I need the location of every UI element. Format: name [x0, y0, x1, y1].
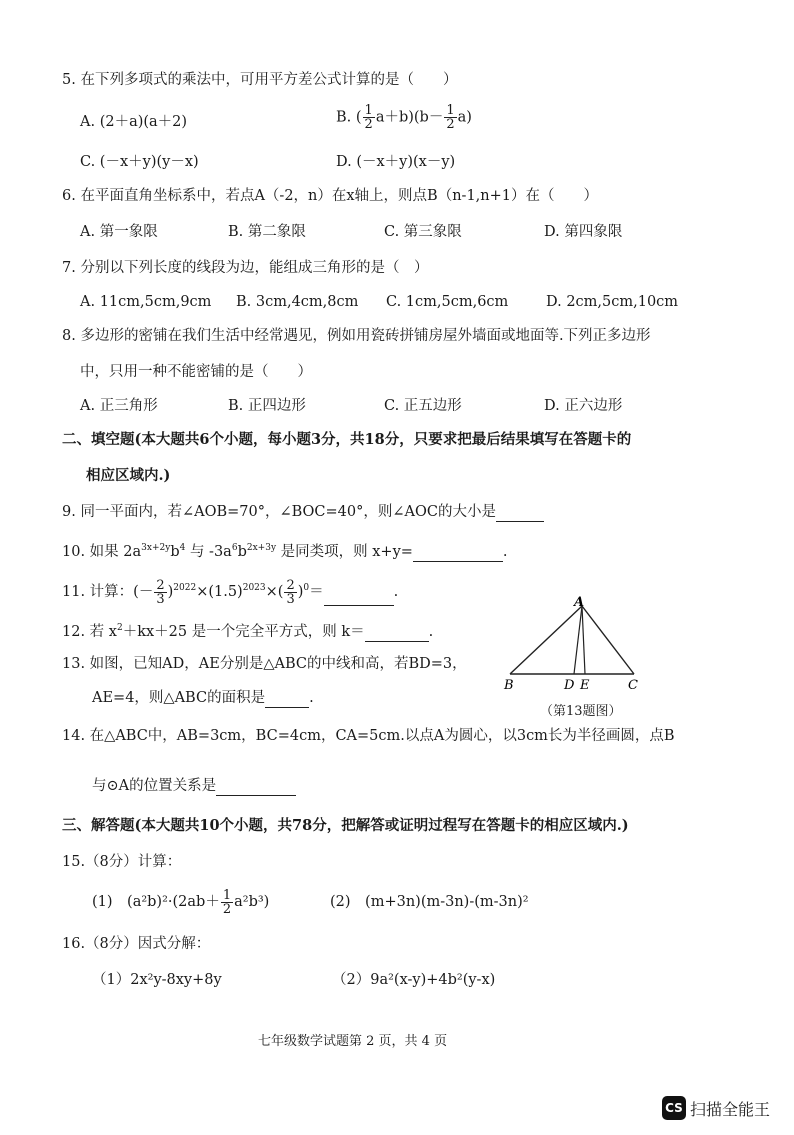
- scanner-watermark: [662, 1096, 770, 1120]
- q8-option-a: A. 正三角形: [80, 398, 158, 414]
- section-2-heading-line2: 相应区域内.): [86, 467, 171, 484]
- q8-option-b: B. 正四边形: [228, 398, 306, 414]
- q7-option-b: B. 3cm,4cm,8cm: [236, 294, 359, 310]
- q11: 11. 计算：(－ $\frac{2}{3}$ )$^{2022}\times(1.5)^{2023}\times$( $\frac{2}{3}$ )$^0$＝ .: [62, 577, 399, 607]
- q16-part1: （1）2x²y-8xy+8y: [92, 972, 222, 988]
- q9: 9. 同一平面内，若∠AOB=70°，∠BOC=40°，则∠AOC的大小是: [62, 502, 544, 522]
- answer-blank: [365, 625, 429, 642]
- q7-option-a: A. 11cm,5cm,9cm: [80, 294, 212, 310]
- q7-stem: 7. 分别以下列长度的线段为边，能组成三角形的是（ ）: [62, 260, 429, 276]
- fraction: $\frac{2}{3}$: [286, 577, 295, 607]
- q16-stem: 16.（8分）因式分解：: [62, 936, 211, 952]
- q13-line1: 13. 如图，已知AD，AE分别是△ABC的中线和高，若BD=3，: [62, 656, 467, 672]
- answer-blank: [265, 691, 309, 708]
- q15-stem: 15.（8分）计算：: [62, 854, 182, 870]
- side-ab: [510, 606, 582, 674]
- q6-option-d: D. 第四象限: [544, 224, 623, 240]
- vertex-label-c: C: [628, 678, 638, 693]
- q5-option-c: C. (－x＋y)(y－x): [80, 154, 199, 170]
- fraction: $\frac{1}{2}$: [364, 103, 373, 132]
- q14-line2: 与⊙A的位置关系是: [92, 776, 296, 796]
- q5-stem: 5. 在下列多项式的乘法中，可用平方差公式计算的是（ ）: [62, 72, 458, 88]
- q5-option-a: A. (2＋a)(a＋2): [80, 114, 188, 130]
- q6-stem: 6. 在平面直角坐标系中，若点A（-2，n）在x轴上，则点B（n-1,n+1）在（ ）: [62, 188, 598, 204]
- scanner-logo-icon: CS: [662, 1096, 686, 1120]
- median-ad: [574, 606, 582, 674]
- point-label-e: E: [580, 678, 590, 693]
- point-label-d: D: [564, 678, 575, 693]
- section-3-heading: 三、解答题(本大题共10个小题，共78分，把解答或证明过程写在答题卡的相应区域内.): [62, 817, 629, 834]
- fraction: $\frac{1}{2}$: [446, 103, 455, 132]
- q5-option-b: B. ( $\frac{1}{2}$ a＋b)(b－ $\frac{1}{2}$ a): [336, 103, 472, 132]
- altitude-ae: [582, 606, 585, 674]
- fraction: $\frac{2}{3}$: [156, 577, 165, 607]
- answer-blank: [216, 779, 296, 796]
- q6-option-c: C. 第三象限: [384, 224, 462, 240]
- q16-part2: （2）9a²(x-y)+4b²(y-x): [332, 972, 496, 988]
- q7-option-d: D. 2cm,5cm,10cm: [546, 294, 679, 310]
- q8-option-d: D. 正六边形: [544, 398, 623, 414]
- answer-blank: [324, 589, 394, 606]
- answer-blank: [413, 545, 503, 562]
- q14-line1: 14. 在△ABC中，AB=3cm，BC=4cm，CA=5cm.以点A为圆心，以3cm长为半径画圆，点B: [62, 728, 675, 744]
- vertex-label-a: A: [574, 595, 585, 610]
- figure-caption: （第13题图）: [540, 704, 622, 719]
- q15-part1: (1) (a²b)²·(2ab＋ $\frac{1}{2}$ a²b³): [92, 887, 270, 917]
- q12: 12. 若 $x^2+kx+25$ 是一个完全平方式，则 k＝ .: [62, 623, 434, 640]
- q10: 10. 如果 $2a^{3x+2y}b^4$ 与 $-3a^6b^{2x+3y}$ 是同类项，则 x+y= .: [62, 543, 508, 560]
- side-ac: [582, 606, 634, 674]
- q6-option-a: A. 第一象限: [80, 224, 158, 240]
- q8-stem-line2: 中，只用一种不能密铺的是（ ）: [80, 364, 312, 380]
- section-2-heading: 二、填空题(本大题共6个小题，每小题3分，共18分，只要求把最后结果填写在答题卡的: [62, 431, 632, 448]
- scanner-app-name: 扫描全能王: [690, 1099, 771, 1119]
- q6-option-b: B. 第二象限: [228, 224, 306, 240]
- q15-part2: (2) (m+3n)(m-3n)-(m-3n)²: [330, 894, 529, 910]
- q8-stem-line1: 8. 多边形的密铺在我们生活中经常遇见，例如用瓷砖拼铺房屋外墙面或地面等.下列正多边形: [62, 328, 651, 344]
- q13-line2: AE=4，则△ABC的面积是 .: [92, 690, 314, 706]
- vertex-label-b: B: [504, 678, 514, 693]
- answer-blank: [496, 505, 544, 522]
- triangle-figure: [496, 592, 656, 696]
- q8-option-c: C. 正五边形: [384, 398, 462, 414]
- q7-option-c: C. 1cm,5cm,6cm: [386, 294, 509, 310]
- page-footer: 七年级数学试题第 2 页，共 4 页: [258, 1034, 448, 1049]
- fraction: $\frac{1}{2}$: [222, 887, 232, 917]
- q5-option-d: D. (－x＋y)(x－y): [336, 154, 456, 170]
